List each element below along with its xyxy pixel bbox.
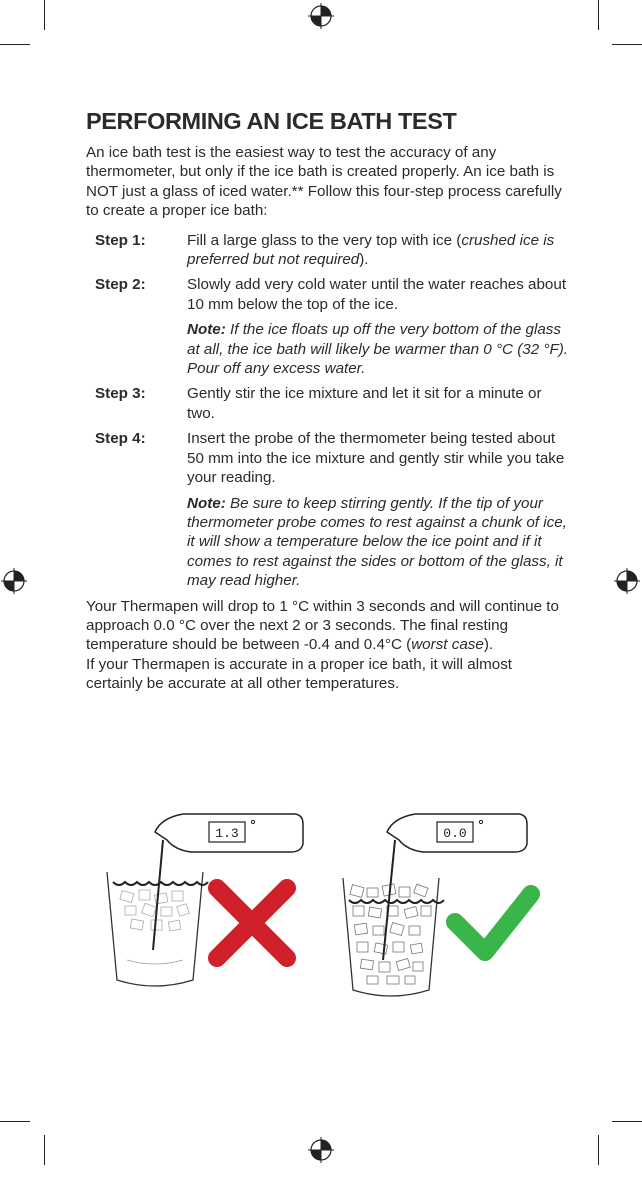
crop-mark xyxy=(44,1135,45,1165)
result-paragraph: Your Thermapen will drop to 1 °C within 3 seconds and will continue to approach 0.0 °C over the next 2 or 3 seconds. The final resting temperature should be between -0.4 and 0.4°C (worst case). xyxy=(86,597,559,654)
step-3 xyxy=(95,384,570,423)
intro-paragraph: An ice bath test is the easiest way to test the accuracy of any thermometer, but only if the ice bath is created properly. An ice bath is NOT just a glass of iced water.** Follow this four-step process carefully to create a proper ice bath: xyxy=(86,144,562,220)
check-mark-icon xyxy=(455,894,531,952)
step-1 xyxy=(95,231,570,270)
closing-paragraph: If your Thermapen is accurate in a proper ice bath, it will almost certainly be accurate at all other temperatures. xyxy=(86,655,513,693)
page-title: PERFORMING AN ICE BATH TEST xyxy=(86,108,457,134)
bad-reading: 1.3 xyxy=(215,826,239,841)
x-mark-icon xyxy=(217,888,287,958)
step-4 xyxy=(95,429,570,487)
crop-mark xyxy=(612,44,642,45)
step-label: Step 3: xyxy=(95,385,146,403)
step-text: Fill a large glass to the very top with ice (crushed ice is preferred but not required). xyxy=(187,231,555,269)
step-text: Insert the probe of the thermometer being tested about 50 mm into the ice mixture and gently stir while you take your reading. xyxy=(187,430,565,487)
crop-mark xyxy=(44,0,45,30)
document-body xyxy=(86,108,570,694)
step-4-note: Note: Be sure to keep stirring gently. If the tip of your thermometer probe comes to rest against a chunk of ice, it will show a temperature below the ice point and if it comes to rest against the sides or bottom of the glass, it may read higher. xyxy=(187,494,567,590)
step-text: Gently stir the ice mixture and let it sit for a minute or two. xyxy=(187,385,542,422)
proper-ice-bath-glass xyxy=(343,840,444,996)
step-2-note: Note: If the ice floats up off the very bottom of the glass at all, the ice bath will likely be warmer than 0 °C (32 °F). Pour off any excess water. xyxy=(187,321,569,378)
registration-mark-icon xyxy=(308,1137,334,1163)
crop-mark xyxy=(612,1121,642,1122)
step-2 xyxy=(95,275,570,314)
crop-mark xyxy=(598,1135,599,1165)
thermometer-bad xyxy=(155,814,303,852)
thermometer-good xyxy=(387,814,527,852)
registration-mark-icon xyxy=(614,568,640,594)
good-reading: 0.0 xyxy=(443,826,467,841)
steps-list xyxy=(95,231,570,591)
registration-mark-icon xyxy=(308,3,334,29)
step-label: Step 2: xyxy=(95,276,146,294)
step-label: Step 1: xyxy=(95,231,146,249)
crop-mark xyxy=(0,1121,30,1122)
ice-bath-illustration xyxy=(95,810,555,1000)
improper-ice-bath-glass xyxy=(107,840,208,986)
step-label: Step 4: xyxy=(95,430,146,448)
crop-mark xyxy=(0,44,30,45)
step-text: Slowly add very cold water until the water reaches about 10 mm below the top of the ice. xyxy=(187,276,567,313)
registration-mark-icon xyxy=(1,568,27,594)
crop-mark xyxy=(598,0,599,30)
